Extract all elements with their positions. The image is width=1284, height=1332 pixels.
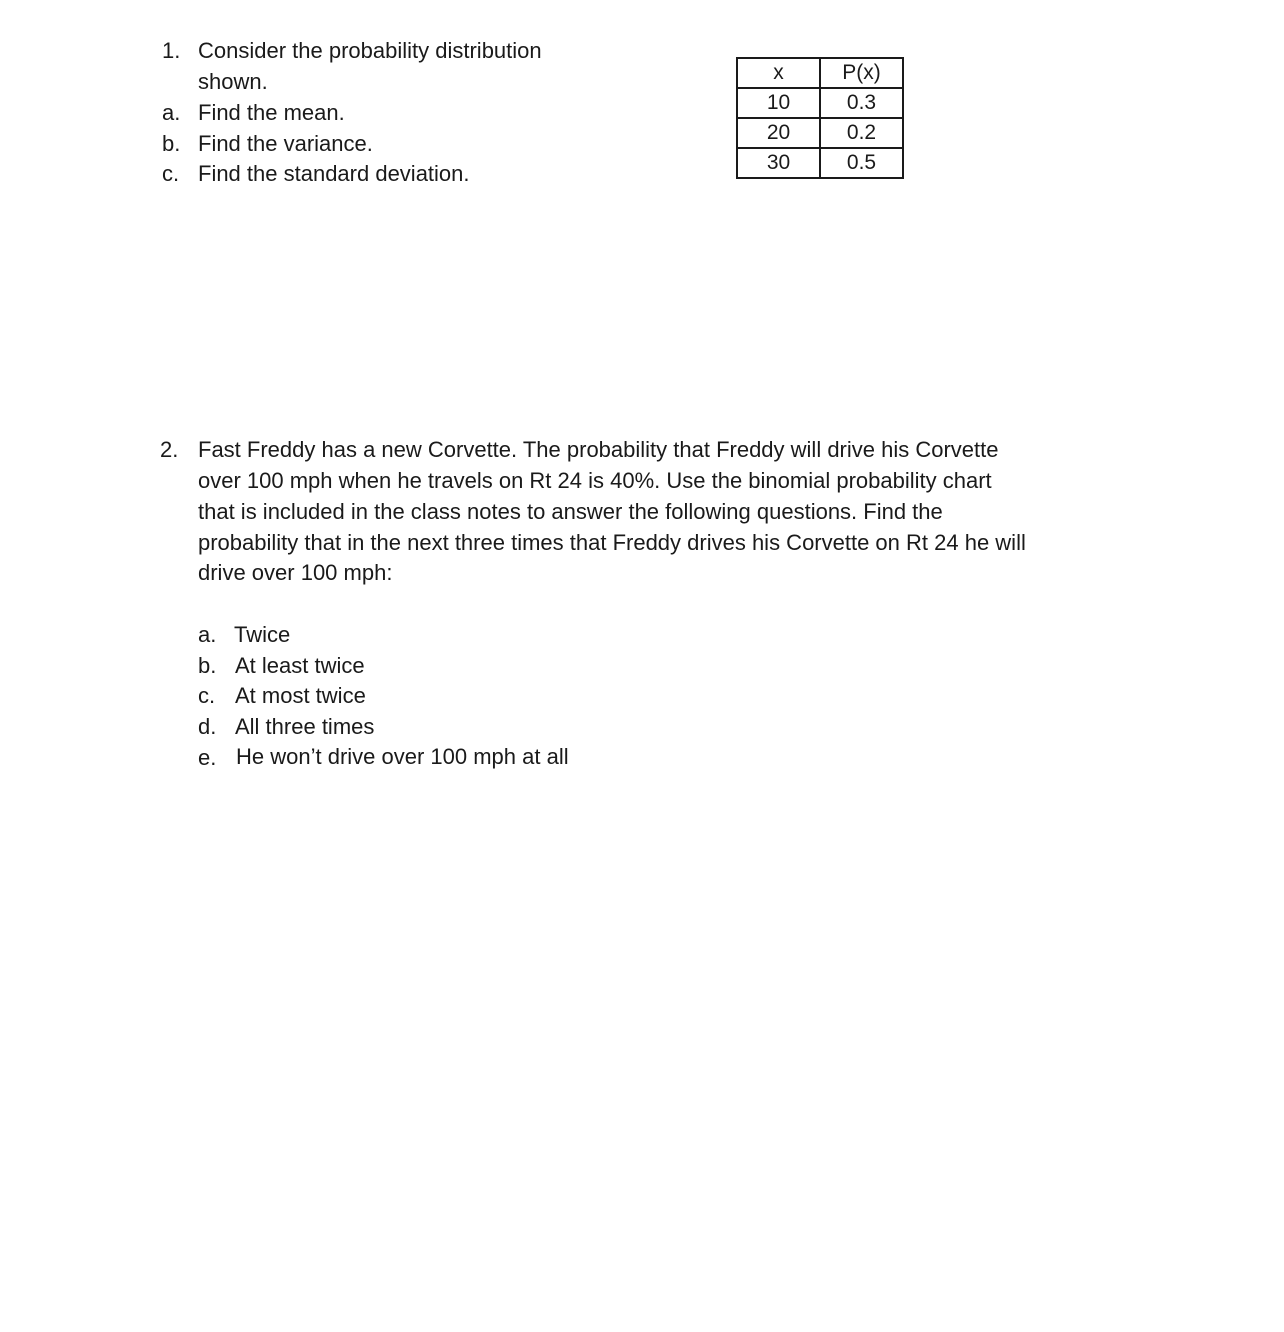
q2-line3: that is included in the class notes to answer the following questions. Find the <box>198 499 943 524</box>
q2-part-a-text: Twice <box>234 622 291 647</box>
table-cell-x: 30 <box>737 148 820 178</box>
q2-part-c-text: At most twice <box>235 683 366 708</box>
probability-distribution-table <box>736 57 904 179</box>
q1-prompt-line2: shown. <box>198 69 268 94</box>
table-cell-px: 0.5 <box>820 148 903 178</box>
table-header-x: x <box>737 58 820 88</box>
q1-part-b-text: Find the variance. <box>198 131 373 156</box>
table-row <box>737 148 903 178</box>
table-header-row <box>737 58 903 88</box>
table-cell-x: 10 <box>737 88 820 118</box>
q2-number: 2. <box>160 437 179 462</box>
q2-line5: drive over 100 mph: <box>198 560 393 585</box>
q1-part-c-label: c. <box>162 161 180 186</box>
table-row <box>737 118 903 148</box>
q1-part-c-text: Find the standard deviation. <box>198 161 470 186</box>
q1-part-b-label: b. <box>162 131 181 156</box>
q1-number: 1. <box>162 38 181 63</box>
q2-part-b-label: b. <box>198 653 217 678</box>
q2-part-d-text: All three times <box>235 714 375 739</box>
q1-part-a-text: Find the mean. <box>198 100 345 125</box>
q1-part-a-label: a. <box>162 100 181 125</box>
q2-part-c-label: c. <box>198 683 216 708</box>
q2-part-d-label: d. <box>198 714 217 739</box>
table-cell-px: 0.3 <box>820 88 903 118</box>
q2-part-a-label: a. <box>198 622 217 647</box>
q2-part-e-text: He won’t drive over 100 mph at all <box>236 744 569 769</box>
q2-line2: over 100 mph when he travels on Rt 24 is 40%. Use the binomial probability chart <box>198 468 992 493</box>
table-header-px: P(x) <box>820 58 903 88</box>
q2-part-e-label: e. <box>198 745 217 770</box>
table-row <box>737 88 903 118</box>
table-cell-px: 0.2 <box>820 118 903 148</box>
table-cell-x: 20 <box>737 118 820 148</box>
q2-line4: probability that in the next three times that Freddy drives his Corvette on Rt 24 he will <box>198 530 1026 555</box>
q2-line1: Fast Freddy has a new Corvette. The probability that Freddy will drive his Corvette <box>198 437 999 462</box>
q1-prompt-line1: Consider the probability distribution <box>198 38 542 63</box>
q2-part-b-text: At least twice <box>235 653 365 678</box>
